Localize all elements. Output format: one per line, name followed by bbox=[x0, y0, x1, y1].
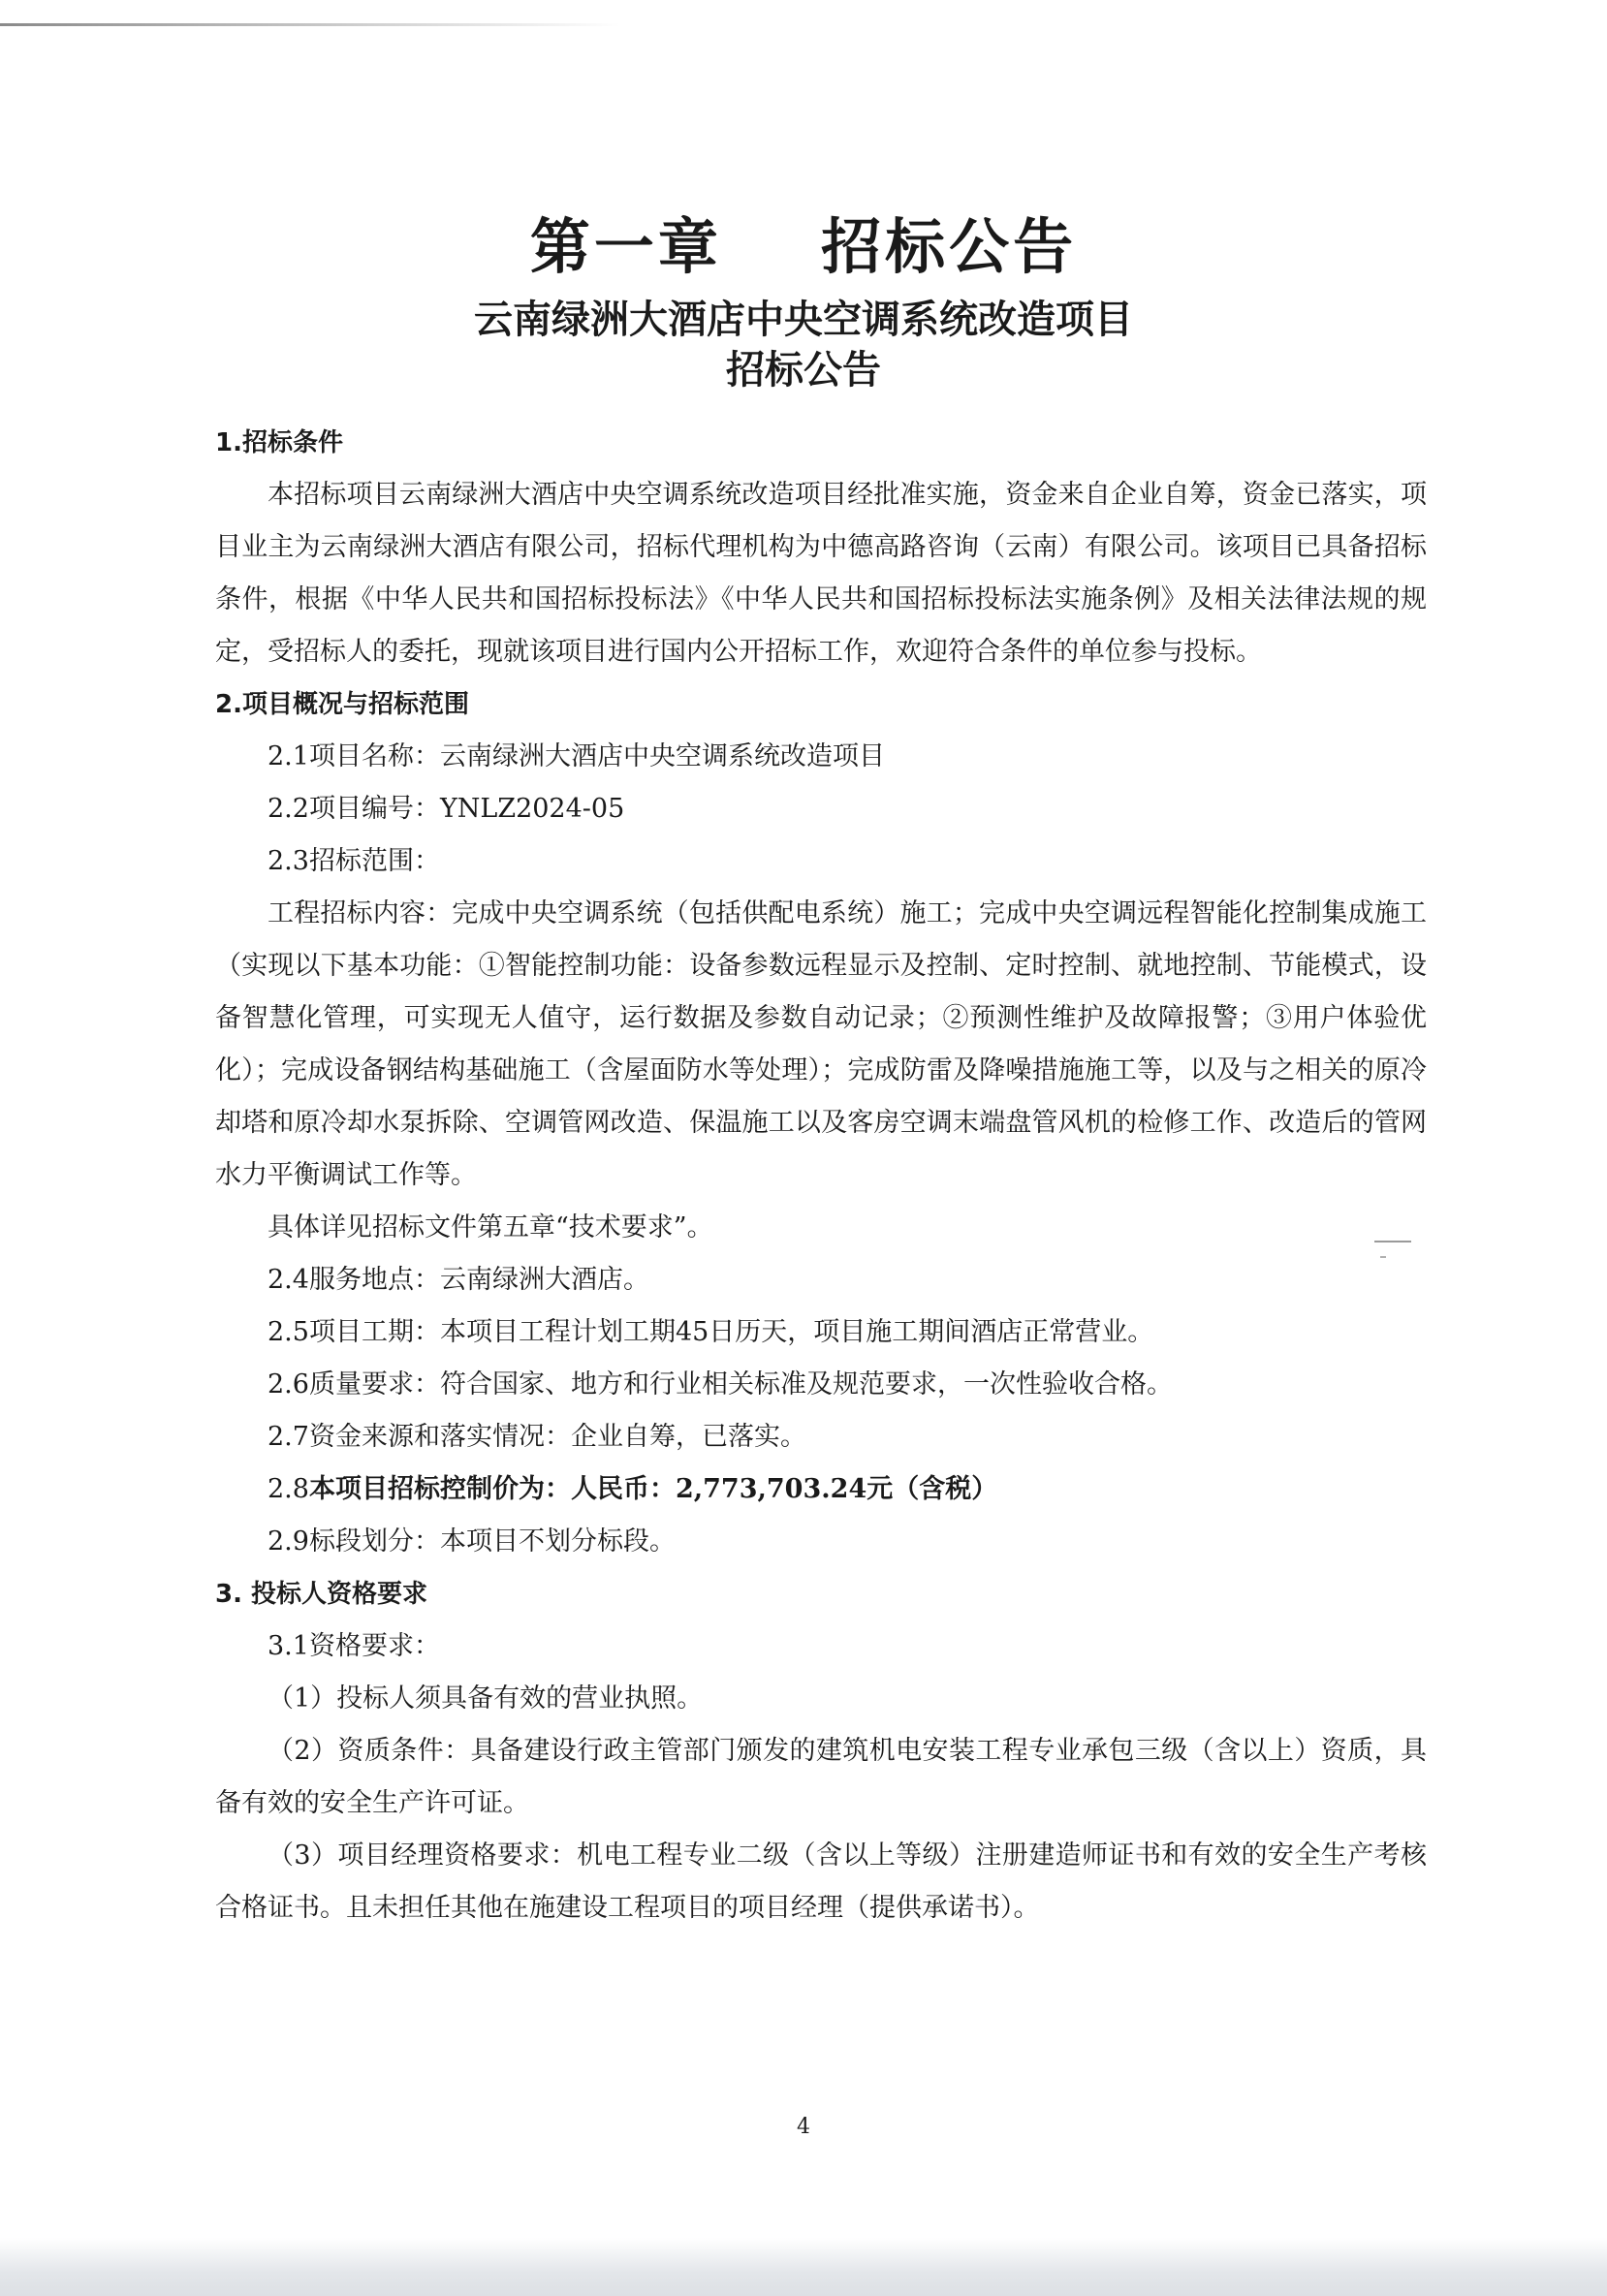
item-project-name: 2.1项目名称：云南绿洲大酒店中央空调系统改造项目 bbox=[268, 741, 885, 771]
paragraph-scope-content: 工程招标内容：完成中央空调系统（包括供配电系统）施工；完成中央空调远程智能化控制集成施工（实现以下基本功能：①智能控制功能：设备参数远程显示及控制、定时控制、就地控制、节能模式，设备智慧化管理，可实现无人值守，运行数据及参数自动记录；②预测性维护及故障报警；③用户体验优化）；完成设备钢结构基础施工（含屋面防水等处理）；完成防雷及降噪措施施工等，以及与之相关的原冷却塔和原冷却水泵拆除、空调管网改造、保温施工以及客房空调末端盘管风机的检修工作、改造后的管网水力平衡调试工作等。 bbox=[215, 898, 1427, 1190]
scan-edge-top bbox=[0, 23, 620, 26]
requirement-qualification-level: （2）资质条件：具备建设行政主管部门颁发的建筑机电安装工程专业承包三级（含以上）资质，具备有效的安全生产许可证。 bbox=[215, 1736, 1427, 1818]
control-price-text: 本项目招标控制价为：人民币：2,773,703.24元（含税） bbox=[308, 1474, 998, 1504]
requirement-business-license: （1）投标人须具备有效的营业执照。 bbox=[268, 1683, 704, 1714]
item-project-duration: 2.5项目工期：本项目工程计划工期45日历天，项目施工期间酒店正常营业。 bbox=[268, 1317, 1154, 1347]
item-funding-source: 2.7资金来源和落实情况：企业自筹，已落实。 bbox=[268, 1422, 806, 1452]
item-service-location: 2.4服务地点：云南绿洲大酒店。 bbox=[268, 1265, 649, 1295]
item-bidding-scope: 2.3招标范围： bbox=[268, 846, 440, 876]
requirement-project-manager: （3）项目经理资格要求：机电工程专业二级（含以上等级）注册建造师证书和有效的安全生产考核合格证书。且未担任其他在施建设工程项目的项目经理（提供承诺书）。 bbox=[215, 1840, 1427, 1923]
control-price-number: 2.8 bbox=[268, 1474, 309, 1504]
paragraph-technical-reference: 具体详见招标文件第五章“技术要求”。 bbox=[268, 1212, 713, 1242]
section-heading-1: 1.招标条件 bbox=[215, 428, 343, 457]
item-quality-requirement: 2.6质量要求：符合国家、地方和行业相关标准及规范要求，一次性验收合格。 bbox=[268, 1369, 1173, 1400]
section-heading-3: 3. 投标人资格要求 bbox=[215, 1580, 428, 1609]
paragraph-bidding-conditions: 本招标项目云南绿洲大酒店中央空调系统改造项目经批准实施，资金来自企业自筹，资金已落实，项目业主为云南绿洲大酒店有限公司，招标代理机构为中德高路咨询（云南）有限公司。该项目已具备招标条件，根据《中华人民共和国招标投标法》《中华人民共和国招标投标法实施条例》及相关法律法规的规定，受招标人的委托，现就该项目进行国内公开招标工作，欢迎符合条件的单位参与投标。 bbox=[215, 480, 1427, 667]
scan-edge-bottom bbox=[0, 2238, 1607, 2296]
item-project-number: 2.2项目编号：YNLZ2024-05 bbox=[268, 794, 625, 824]
item-lot-division: 2.9标段划分：本项目不划分标段。 bbox=[268, 1526, 676, 1557]
notice-title: 招标公告 bbox=[726, 348, 881, 393]
item-control-price bbox=[215, 1463, 1427, 1516]
page-number: 4 bbox=[797, 2115, 810, 2139]
project-title: 云南绿洲大酒店中央空调系统改造项目 bbox=[474, 298, 1133, 342]
chapter-title: 第一章 招标公告 bbox=[529, 211, 1078, 282]
section-heading-2: 2.项目概况与招标范围 bbox=[215, 690, 469, 719]
item-qualification: 3.1资格要求： bbox=[268, 1631, 440, 1661]
document-body bbox=[215, 417, 1427, 1934]
